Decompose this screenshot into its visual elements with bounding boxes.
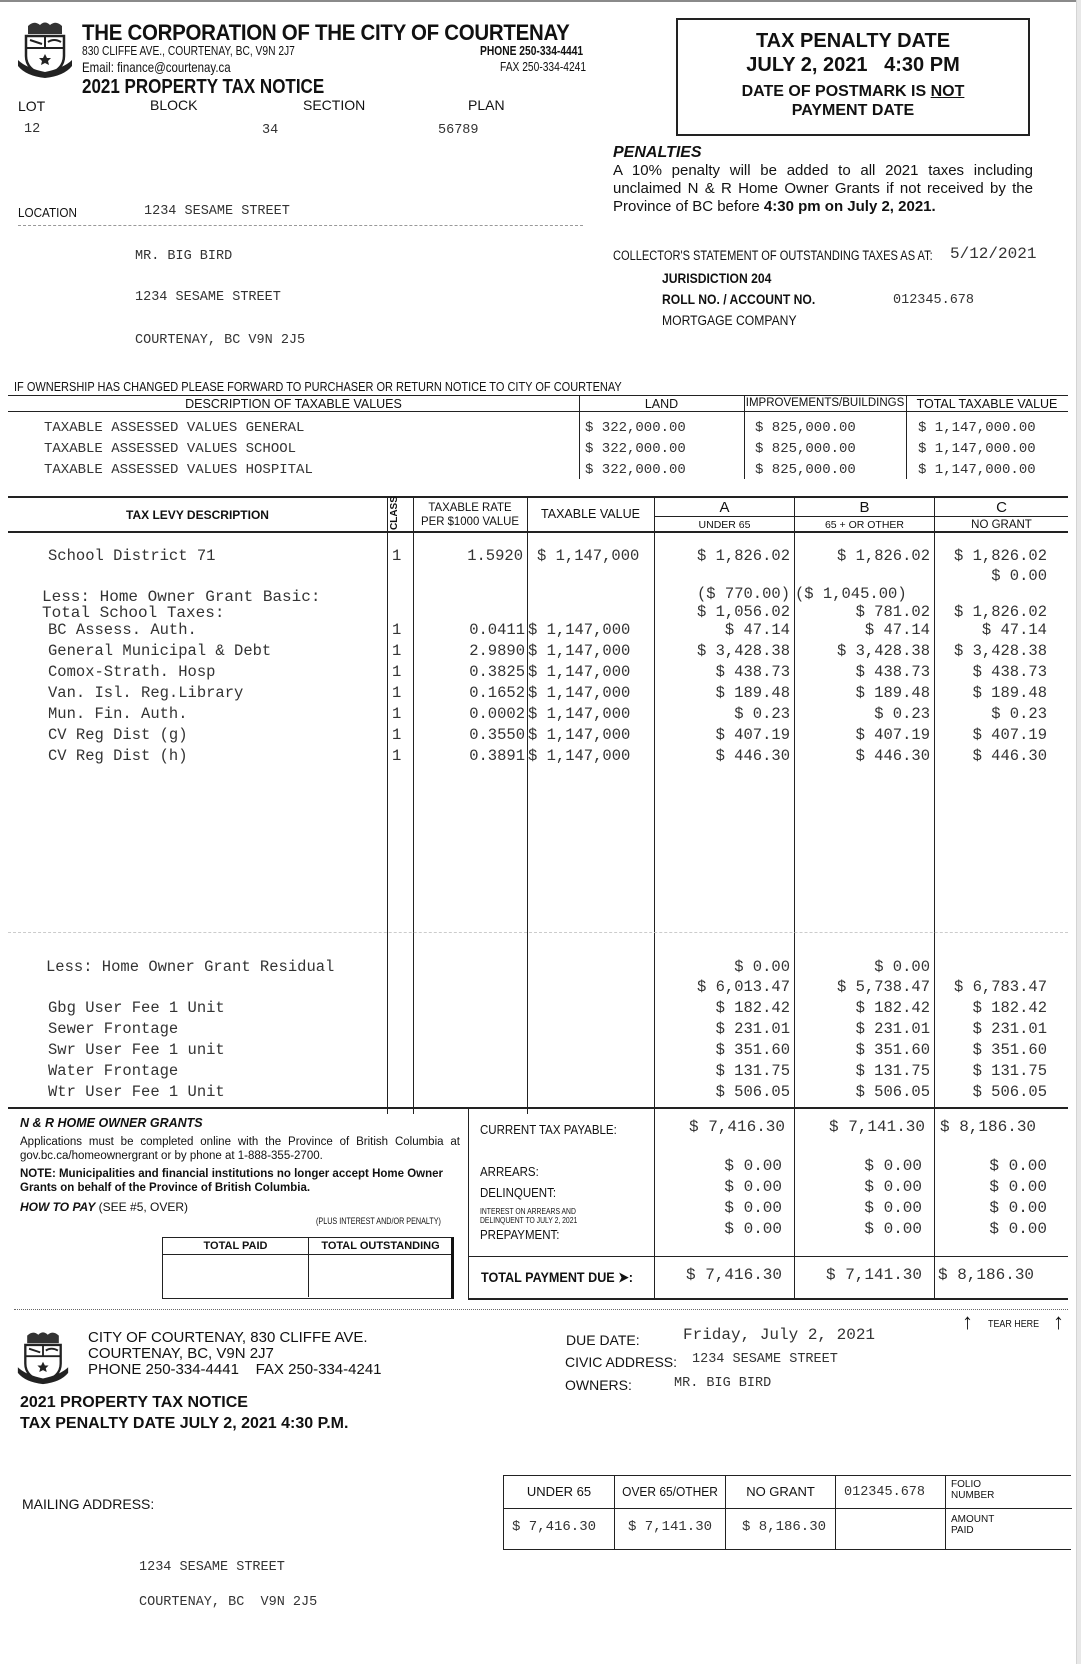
levy-header-rate — [416, 500, 524, 528]
stub-city-line2: COURTENAY, BC, V9N 2J7 — [88, 1345, 274, 1362]
levy-row-a: $ 407.19 — [715, 726, 790, 744]
assessed-header-desc: DESCRIPTION OF TAXABLE VALUES — [185, 397, 402, 411]
levy-col-divider-rate — [413, 496, 414, 1114]
levy-row-c: $ 407.19 — [972, 726, 1047, 744]
stub-penalty-line: TAX PENALTY DATE JULY 2, 2021 4:30 P.M. — [20, 1415, 349, 1432]
interest-label-line2: DELINQUENT TO JULY 2, 2021 — [480, 1216, 578, 1225]
assessed-header-total: TOTAL TAXABLE VALUE — [916, 397, 1058, 411]
levy-header-a: A — [719, 499, 730, 516]
postmark-warning-text: DATE OF POSTMARK IS — [741, 83, 931, 100]
levy-row-class: 1 — [392, 621, 402, 639]
remittance-col-divider — [945, 1476, 946, 1549]
levy-row-desc: CV Reg Dist (g) — [48, 726, 188, 744]
how-to-pay-label: HOW TO PAY — [20, 1200, 96, 1214]
roll-number: 012345.678 — [893, 293, 975, 308]
plan-label: PLAN — [468, 97, 505, 113]
levy-grant-basic-b: ($ 1,045.00) — [795, 585, 907, 603]
levy-total-school-desc: Total School Taxes: — [42, 604, 225, 622]
assessed-header-improvements: IMPROVEMENTS/BUILDINGS — [745, 397, 905, 409]
stub-notice-title: 2021 PROPERTY TAX NOTICE — [20, 1394, 248, 1411]
levy-total-school-b: $ 781.02 — [855, 603, 930, 621]
levy-school-rate: 1.5920 — [467, 547, 523, 565]
levy-row-class: 1 — [392, 747, 402, 765]
page-top-border — [0, 0, 1081, 2]
interest-label-line1: INTEREST ON ARREARS AND — [480, 1207, 576, 1216]
levy-row-a: $ 3,428.38 — [696, 642, 790, 660]
org-phone: PHONE 250-334-4441 — [480, 44, 584, 58]
assessed-header-rule — [8, 411, 1068, 412]
fee-row-a: $ 351.60 — [715, 1041, 790, 1059]
interest-c: $ 0.00 — [989, 1199, 1047, 1217]
levy-grant-residual-b: $ 0.00 — [874, 958, 930, 976]
civic-address-label: CIVIC ADDRESS: — [565, 1354, 678, 1370]
total-outstanding-field[interactable] — [313, 1258, 448, 1294]
how-to-pay — [20, 1200, 188, 1214]
levy-row-desc: Mun. Fin. Auth. — [48, 705, 188, 723]
due-date-label: DUE DATE: — [566, 1332, 640, 1348]
delinquent-b: $ 0.00 — [864, 1178, 922, 1196]
fee-row-c: $ 231.01 — [972, 1020, 1047, 1038]
levy-row-b: $ 3,428.38 — [836, 642, 930, 660]
location-value: 1234 SESAME STREET — [144, 204, 290, 219]
levy-school-a: $ 1,826.02 — [696, 547, 790, 565]
levy-total-school-c: $ 1,826.02 — [953, 603, 1047, 621]
summary-bottom-rule — [468, 1298, 1068, 1300]
levy-row-value: $ 1,147,000 — [528, 642, 631, 660]
levy-row-class: 1 — [392, 705, 402, 723]
arrears-b: $ 0.00 — [864, 1157, 922, 1175]
remit-folio-label — [951, 1479, 994, 1501]
assessed-row-school-impr: $ 825,000.00 — [755, 441, 856, 457]
current-tax-b: $ 7,141.30 — [828, 1118, 925, 1136]
ownership-notice: IF OWNERSHIP HAS CHANGED PLEASE FORWARD TO PURCHASER OR RETURN NOTICE TO CITY OF COURTENAY — [14, 380, 622, 394]
fee-row-b: $ 231.01 — [855, 1020, 930, 1038]
org-email: Email: finance@courtenay.ca — [82, 59, 231, 75]
penalty-box-date: JULY 2, 2021 4:30 PM — [746, 54, 960, 76]
remit-amount-paid-line2: PAID — [951, 1525, 974, 1536]
collector-date: 5/12/2021 — [950, 245, 1037, 263]
levy-header-c-sub: NO GRANT — [971, 519, 1032, 531]
levy-row-a: $ 446.30 — [715, 747, 790, 765]
tear-line — [14, 1309, 1068, 1310]
city-crest-icon — [16, 1330, 70, 1386]
levy-subtotal-a: $ 6,013.47 — [696, 978, 790, 996]
amount-paid-field[interactable] — [838, 1512, 942, 1546]
remit-folio-number: 012345.678 — [844, 1485, 926, 1500]
owner-street: 1234 SESAME STREET — [135, 290, 281, 305]
total-outstanding-label: TOTAL OUTSTANDING — [321, 1240, 440, 1252]
levy-school-c2: $ 0.00 — [991, 567, 1047, 585]
paid-outstanding-header-rule — [163, 1254, 451, 1255]
remittance-row-rule — [504, 1508, 1072, 1509]
levy-school-desc: School District 71 — [48, 547, 216, 565]
penalty-box-title: TAX PENALTY DATE — [755, 30, 951, 52]
remittance-col-divider — [614, 1476, 615, 1549]
levy-row-b: $ 407.19 — [855, 726, 930, 744]
assessed-row-hospital-impr: $ 825,000.00 — [755, 462, 856, 478]
levy-row-value: $ 1,147,000 — [528, 705, 631, 723]
levy-row-rate: 0.1652 — [469, 684, 525, 702]
lot-label: LOT — [18, 98, 46, 114]
levy-row-rate: 0.3891 — [469, 747, 525, 765]
levy-row-c: $ 3,428.38 — [953, 642, 1047, 660]
remit-over65-label: OVER 65/OTHER — [622, 1484, 718, 1499]
total-due-a: $ 7,416.30 — [685, 1266, 782, 1284]
penalties-text — [613, 162, 1033, 216]
levy-col-divider-class — [387, 496, 388, 1114]
postmark-warning — [678, 82, 1028, 120]
summary-left-border — [468, 1109, 469, 1299]
levy-row-desc: General Municipal & Debt — [48, 642, 272, 660]
levy-row-b: $ 0.23 — [874, 705, 930, 723]
levy-faint-divider — [8, 932, 1068, 933]
tear-arrow-up-icon: ↑ — [962, 1309, 973, 1334]
levy-row-b: $ 47.14 — [864, 621, 930, 639]
fee-row-desc: Sewer Frontage — [48, 1020, 179, 1038]
fee-row-a: $ 131.75 — [715, 1062, 790, 1080]
mortgage-company-label: MORTGAGE COMPANY — [662, 313, 797, 328]
page-right-scrollbar[interactable] — [1076, 0, 1081, 1664]
levy-row-rate: 2.9890 — [469, 642, 525, 660]
owner-city: COURTENAY, BC V9N 2J5 — [135, 333, 306, 348]
levy-school-b: $ 1,826.02 — [836, 547, 930, 565]
fee-row-a: $ 506.05 — [715, 1083, 790, 1101]
total-paid-label: TOTAL PAID — [203, 1240, 268, 1252]
levy-row-value: $ 1,147,000 — [528, 621, 631, 639]
levy-row-c: $ 47.14 — [981, 621, 1047, 639]
penalties-body: A 10% penalty will be added to all 2021 taxes including unclaimed N & R Home Owner Grants if not received by the Province of BC before — [613, 162, 1033, 215]
assessed-header-land: LAND — [644, 397, 679, 411]
civic-address-value: 1234 SESAME STREET — [692, 1352, 838, 1367]
plus-interest-note: (PLUS INTEREST AND/OR PENALTY) — [316, 1216, 441, 1226]
total-due-c: $ 8,186.30 — [938, 1266, 1035, 1284]
levy-row-class: 1 — [392, 684, 402, 702]
levy-grant-residual-desc: Less: Home Owner Grant Residual — [46, 958, 335, 976]
fee-row-c: $ 182.42 — [972, 999, 1047, 1017]
levy-row-rate: 0.3825 — [469, 663, 525, 681]
levy-row-c: $ 446.30 — [972, 747, 1047, 765]
current-tax-label: CURRENT TAX PAYABLE: — [480, 1123, 617, 1137]
collector-label: COLLECTOR'S STATEMENT OF OUTSTANDING TAXES AS AT: — [613, 248, 933, 263]
owners-value: MR. BIG BIRD — [674, 1376, 772, 1391]
arrears-a: $ 0.00 — [724, 1157, 782, 1175]
assessed-row-general-impr: $ 825,000.00 — [755, 420, 856, 436]
mailing-address-label: MAILING ADDRESS: — [22, 1496, 155, 1512]
mailing-city: COURTENAY, BC V9N 2J5 — [139, 1595, 318, 1610]
levy-header-desc: TAX LEVY DESCRIPTION — [126, 508, 269, 522]
levy-row-a: $ 438.73 — [715, 663, 790, 681]
remit-under65-label: UNDER 65 — [526, 1484, 592, 1499]
levy-row-desc: Comox-Strath. Hosp — [48, 663, 216, 681]
interest-a: $ 0.00 — [724, 1199, 782, 1217]
levy-row-a: $ 189.48 — [715, 684, 790, 702]
levy-row-a: $ 47.14 — [724, 621, 790, 639]
levy-grant-residual-a: $ 0.00 — [734, 958, 790, 976]
levy-row-desc: BC Assess. Auth. — [48, 621, 197, 639]
levy-subtotal-b: $ 5,738.47 — [836, 978, 930, 996]
prepayment-c: $ 0.00 — [989, 1220, 1047, 1238]
fee-row-b: $ 182.42 — [855, 999, 930, 1017]
block-label: BLOCK — [150, 97, 198, 113]
remit-under65-amount: $ 7,416.30 — [512, 1519, 597, 1535]
levy-row-class: 1 — [392, 663, 402, 681]
levy-row-value: $ 1,147,000 — [528, 663, 631, 681]
levy-school-c: $ 1,826.02 — [953, 547, 1047, 565]
fee-row-b: $ 351.60 — [855, 1041, 930, 1059]
org-name: THE CORPORATION OF THE CITY OF COURTENAY — [82, 20, 570, 45]
assessed-row-school-land: $ 322,000.00 — [585, 441, 686, 457]
city-crest-icon — [16, 20, 74, 80]
postmark-warning-not: NOT — [930, 83, 965, 100]
assessed-row-hospital-desc: TAXABLE ASSESSED VALUES HOSPITAL — [44, 462, 313, 478]
levy-total-school-a: $ 1,056.02 — [696, 603, 790, 621]
remit-folio-label-line1: FOLIO — [951, 1479, 982, 1490]
roll-label: ROLL NO. / ACCOUNT NO. — [662, 292, 816, 307]
section-value: 34 — [262, 123, 279, 138]
assessed-row-hospital-total: $ 1,147,000.00 — [918, 462, 1036, 478]
assessed-row-general-desc: TAXABLE ASSESSED VALUES GENERAL — [44, 420, 305, 436]
fee-row-c: $ 351.60 — [972, 1041, 1047, 1059]
grants-heading: N & R HOME OWNER GRANTS — [20, 1116, 203, 1130]
owner-name: MR. BIG BIRD — [135, 249, 233, 264]
stub-city-line3: PHONE 250-334-4441 FAX 250-334-4241 — [88, 1361, 382, 1378]
assessed-row-school-desc: TAXABLE ASSESSED VALUES SCHOOL — [44, 441, 297, 457]
org-fax: FAX 250-334-4241 — [500, 60, 587, 74]
levy-header-c: C — [996, 499, 1007, 516]
current-tax-a: $ 7,416.30 — [688, 1118, 785, 1136]
total-payment-due-label: TOTAL PAYMENT DUE ➤: — [481, 1269, 633, 1285]
tear-arrow-up-icon: ↑ — [1053, 1309, 1064, 1334]
fee-row-a: $ 231.01 — [715, 1020, 790, 1038]
levy-header-rate-line2: PER $1000 VALUE — [420, 514, 519, 528]
remittance-col-divider — [835, 1476, 836, 1549]
location-underline — [18, 225, 583, 226]
levy-row-class: 1 — [392, 726, 402, 744]
penalties-deadline: 4:30 pm on July 2, 2021. — [763, 198, 936, 215]
levy-row-desc: Van. Isl. Reg.Library — [48, 684, 244, 702]
lot-value: 12 — [24, 122, 41, 137]
levy-row-value: $ 1,147,000 — [528, 726, 631, 744]
how-to-pay-ref: (SEE #5, OVER) — [95, 1200, 189, 1214]
levy-row-c: $ 189.48 — [972, 684, 1047, 702]
due-date-value: Friday, July 2, 2021 — [683, 1326, 876, 1344]
mailing-street: 1234 SESAME STREET — [139, 1560, 285, 1575]
remit-amount-paid-label — [951, 1514, 994, 1536]
prepayment-a: $ 0.00 — [724, 1220, 782, 1238]
grants-text: Applications must be completed online with the Province of British Columbia at gov.bc.ca/homeownergrant or by phone at 1-888-355-2700. — [20, 1136, 460, 1162]
levy-header-value: TAXABLE VALUE — [541, 507, 640, 521]
levy-row-desc: CV Reg Dist (h) — [48, 747, 188, 765]
levy-header-class: CLASS — [389, 496, 400, 530]
assessed-row-school-total: $ 1,147,000.00 — [918, 441, 1036, 457]
penalties-heading: PENALTIES — [613, 144, 702, 161]
levy-row-rate: 0.3550 — [469, 726, 525, 744]
assessed-row-general-total: $ 1,147,000.00 — [918, 420, 1036, 436]
levy-row-a: $ 0.23 — [734, 705, 790, 723]
levy-row-class: 1 — [392, 642, 402, 660]
owners-label: OWNERS: — [565, 1377, 632, 1393]
levy-school-value: $ 1,147,000 — [537, 547, 640, 565]
levy-header-a-sub: UNDER 65 — [698, 519, 751, 531]
levy-header-b: B — [859, 499, 870, 516]
levy-row-rate: 0.0411 — [469, 621, 525, 639]
remit-nogrant-amount: $ 8,186.30 — [742, 1519, 827, 1535]
levy-row-b: $ 189.48 — [855, 684, 930, 702]
remittance-table — [503, 1475, 1071, 1550]
postmark-warning-end: PAYMENT DATE — [791, 102, 915, 119]
delinquent-a: $ 0.00 — [724, 1178, 782, 1196]
delinquent-label: DELINQUENT: — [480, 1186, 557, 1200]
levy-row-c: $ 438.73 — [972, 663, 1047, 681]
levy-grant-basic-desc: Less: Home Owner Grant Basic: — [42, 588, 321, 606]
remit-folio-label-line2: NUMBER — [951, 1490, 995, 1501]
fee-row-desc: Wtr User Fee 1 Unit — [48, 1083, 225, 1101]
current-tax-c: $ 8,186.30 — [940, 1118, 1037, 1136]
levy-top-rule — [8, 496, 1068, 498]
location-label: LOCATION — [18, 205, 77, 220]
stub-city-line1: CITY OF COURTENAY, 830 CLIFFE AVE. — [88, 1329, 368, 1346]
levy-header-rule — [8, 531, 1068, 533]
levy-col-divider-value — [527, 496, 528, 1114]
fee-row-desc: Swr User Fee 1 unit — [48, 1041, 225, 1059]
remit-nogrant-label: NO GRANT — [746, 1484, 815, 1499]
remit-over65-amount: $ 7,141.30 — [628, 1519, 713, 1535]
org-address: 830 CLIFFE AVE., COURTENAY, BC, V9N 2J7 — [82, 44, 295, 58]
arrears-c: $ 0.00 — [989, 1157, 1047, 1175]
fee-row-a: $ 182.42 — [715, 999, 790, 1017]
levy-row-c: $ 0.23 — [991, 705, 1047, 723]
levy-header-b-sub: 65 + OR OTHER — [824, 519, 905, 531]
levy-bottom-rule — [8, 1107, 1068, 1109]
fee-row-desc: Gbg User Fee 1 Unit — [48, 999, 225, 1017]
grants-note: NOTE: Municipalities and financial institutions no longer accept Home Owner Grants on behalf of the Province of British Columbia. — [20, 1168, 443, 1194]
assessed-top-rule — [8, 395, 1068, 396]
notice-title: 2021 PROPERTY TAX NOTICE — [82, 76, 325, 98]
fee-row-c: $ 131.75 — [972, 1062, 1047, 1080]
paid-outstanding-box — [162, 1237, 454, 1299]
jurisdiction: JURISDICTION 204 — [662, 271, 772, 286]
levy-row-b: $ 438.73 — [855, 663, 930, 681]
section-label: SECTION — [303, 97, 366, 113]
levy-row-rate: 0.0002 — [469, 705, 525, 723]
delinquent-c: $ 0.00 — [989, 1178, 1047, 1196]
levy-row-value: $ 1,147,000 — [528, 747, 631, 765]
remit-amount-paid-line1: AMOUNT — [951, 1514, 995, 1525]
penalty-date-box — [676, 18, 1030, 136]
assessed-row-hospital-land: $ 322,000.00 — [585, 462, 686, 478]
total-due-b: $ 7,141.30 — [825, 1266, 922, 1284]
interest-label — [480, 1207, 577, 1225]
stub-city-address — [88, 1330, 382, 1378]
levy-header-rate-line1: TAXABLE RATE — [428, 500, 512, 514]
assessed-row-general-land: $ 322,000.00 — [585, 420, 686, 436]
fee-row-b: $ 506.05 — [855, 1083, 930, 1101]
prepayment-b: $ 0.00 — [864, 1220, 922, 1238]
fee-row-desc: Water Frontage — [48, 1062, 179, 1080]
arrears-label: ARREARS: — [480, 1165, 539, 1179]
total-due-rule — [468, 1256, 1068, 1257]
prepayment-label: PREPAYMENT: — [480, 1228, 560, 1242]
total-paid-field[interactable] — [167, 1258, 304, 1294]
levy-subtotal-c: $ 6,783.47 — [953, 978, 1047, 996]
levy-subheader-rule — [655, 516, 1068, 517]
levy-school-class: 1 — [392, 547, 402, 565]
tear-here-label: TEAR HERE — [988, 1318, 1040, 1330]
levy-grant-basic-a: ($ 770.00) — [696, 585, 790, 603]
plan-value: 56789 — [438, 123, 479, 138]
interest-b: $ 0.00 — [864, 1199, 922, 1217]
fee-row-b: $ 131.75 — [855, 1062, 930, 1080]
fee-row-c: $ 506.05 — [972, 1083, 1047, 1101]
levy-row-b: $ 446.30 — [855, 747, 930, 765]
levy-row-value: $ 1,147,000 — [528, 684, 631, 702]
